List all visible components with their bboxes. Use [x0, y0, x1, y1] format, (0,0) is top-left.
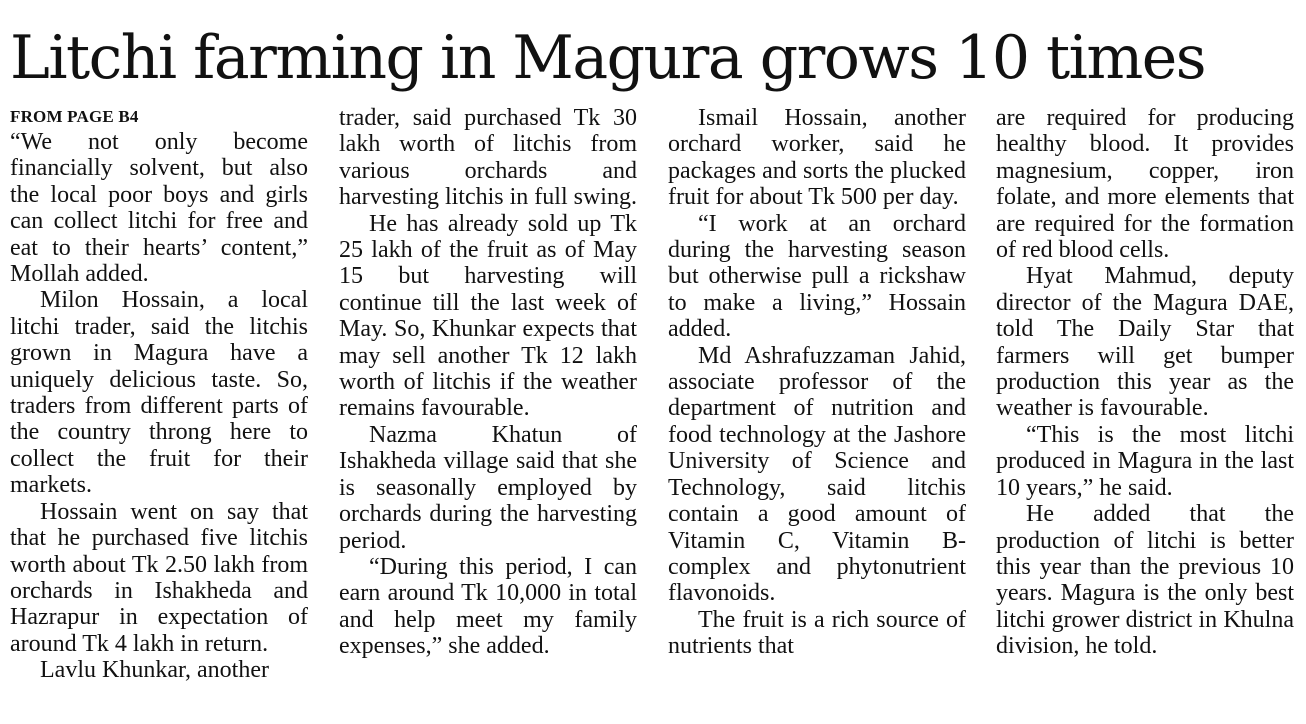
paragraph: “This is the most litchi produced in Magura in the last 10 years,” he said.: [996, 421, 1294, 501]
paragraph: “I work at an orchard during the harvesting season but otherwise pull a rickshaw to make a living,” Hossain added.: [668, 210, 966, 343]
paragraph: Hossain went on say that that he purchased five litchis worth about Tk 2.50 lakh from orchards in Ishakheda and Hazrapur in expectation of around Tk 4 lakh in return.: [10, 498, 308, 657]
article-column-1: [10, 105, 308, 684]
paragraph: “During this period, I can earn around Tk 10,000 in total and help meet my family expenses,” she added.: [339, 553, 637, 660]
article-column-3: [668, 105, 966, 660]
paragraph: Nazma Khatun of Ishakheda village said that she is seasonally employed by orchards during the harvesting period.: [339, 421, 637, 554]
paragraph: The fruit is a rich source of nutrients that: [668, 606, 966, 660]
article-column-2: [339, 105, 637, 660]
paragraph: Hyat Mahmud, deputy director of the Magura DAE, told The Daily Star that farmers will get bumper production this year as the weather is favourable.: [996, 263, 1294, 422]
article-column-4: [996, 105, 1294, 660]
paragraph: are required for producing healthy blood. It provides magnesium, copper, iron folate, and more elements that are required for the formation of red blood cells.: [996, 105, 1294, 264]
paragraph: trader, said purchased Tk 30 lakh worth of litchis from various orchards and harvesting litchis in full swing.: [339, 105, 637, 211]
paragraph: He has already sold up Tk 25 lakh of the fruit as of May 15 but harvesting will continue till the last week of May. So, Khunkar expects that may sell another Tk 12 lakh worth of litchis if the weather remains favourable.: [339, 210, 637, 422]
paragraph: Ismail Hossain, another orchard worker, said he packages and sorts the plucked fruit for about Tk 500 per day.: [668, 105, 966, 211]
continuation-kicker: FROM PAGE B4: [10, 107, 139, 126]
paragraph: He added that the production of litchi is better this year than the previous 10 years. Magura is the only best litchi grower district in Khulna division, he told.: [996, 501, 1294, 660]
paragraph: Lavlu Khunkar, another: [40, 657, 269, 684]
paragraph: Md Ashrafuzzaman Jahid, associate professor of the department of nutrition and food technology at the Jashore University of Science and Technology, said litchis contain a good amount of Vitamin C, Vitamin B-complex and phytonutrient flavonoids.: [668, 342, 966, 607]
paragraph: “We not only become financially solvent, but also the local poor boys and girls can collect litchi for free and eat to their hearts’ content,” Mollah added.: [10, 129, 308, 288]
headline: Litchi farming in Magura grows 10 times: [10, 23, 1206, 93]
paragraph: Milon Hossain, a local litchi trader, said the litchis grown in Magura have a uniquely delicious taste. So, traders from different parts of the country throng here to collect the fruit for their markets.: [10, 287, 308, 499]
